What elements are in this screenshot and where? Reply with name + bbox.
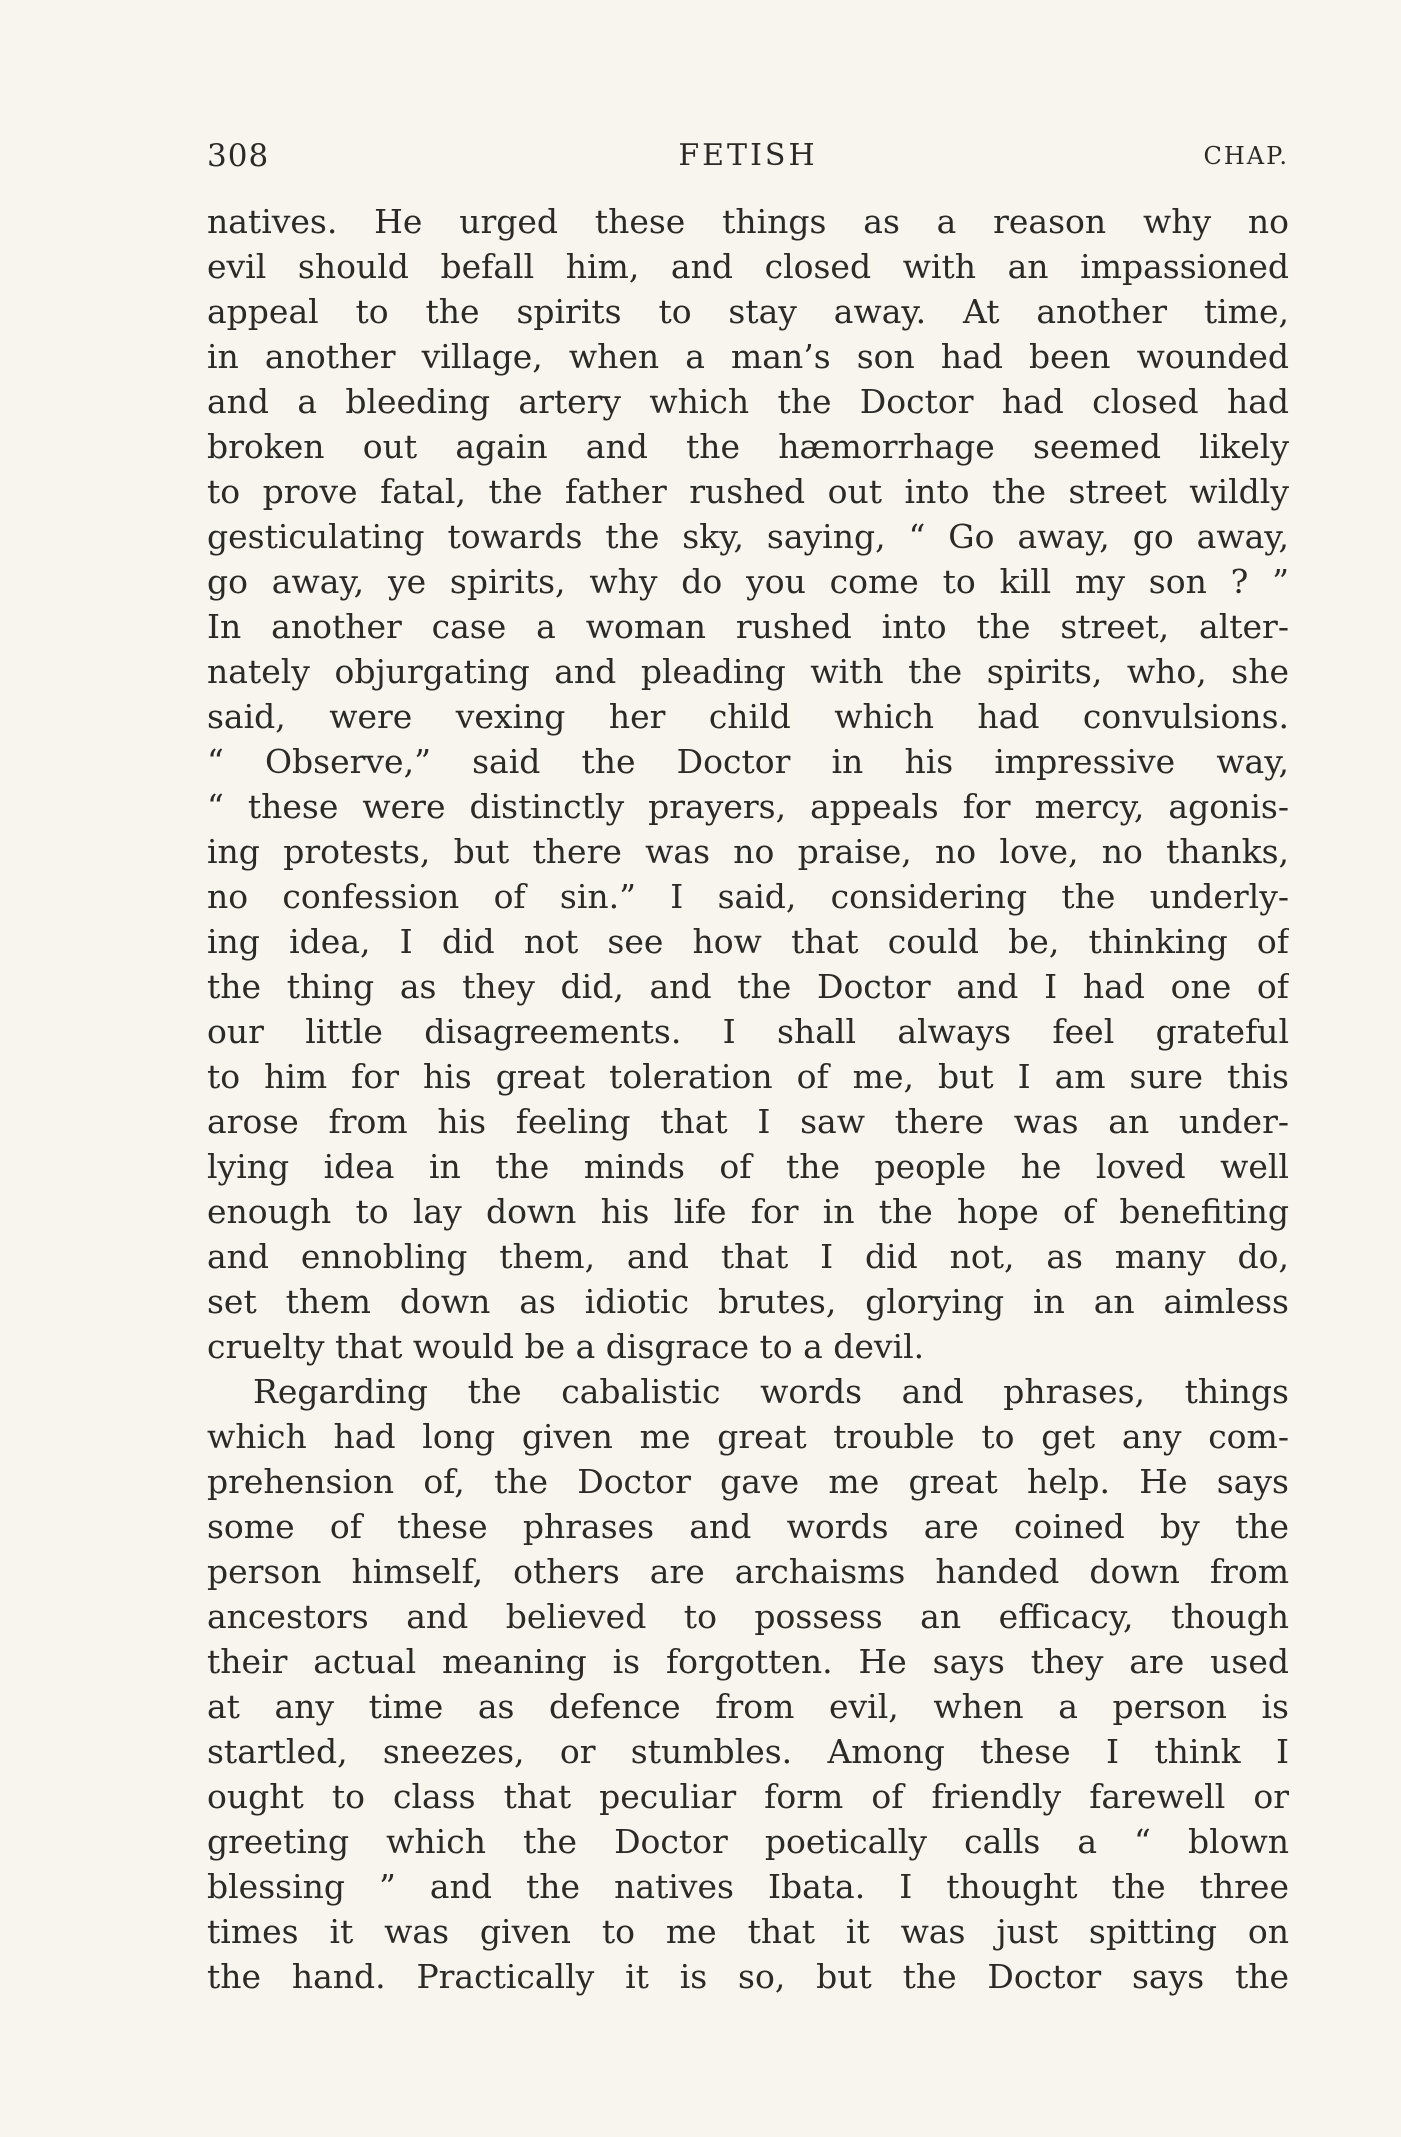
page-number: 308 [207, 138, 270, 174]
text-line: the thing as they did, and the Doctor and I had one of [207, 967, 1289, 1006]
running-title: FETISH [678, 138, 818, 173]
text-line: set them down as idiotic brutes, glorying in an aimless [207, 1282, 1289, 1321]
text-line: nately objurgating and pleading with the spirits, who, she [207, 652, 1289, 691]
text-line: their actual meaning is forgotten. He says they are used [207, 1642, 1289, 1681]
text-line: arose from his feeling that I saw there was an under- [207, 1102, 1289, 1141]
text-line: and ennobling them, and that I did not, as many do, [207, 1237, 1289, 1276]
text-line: prehension of, the Doctor gave me great help. He says [207, 1462, 1289, 1501]
text-line: gesticulating towards the sky, saying, “ Go away, go away, [207, 517, 1289, 556]
text-line: to him for his great toleration of me, but I am sure this [207, 1057, 1289, 1096]
text-line: greeting which the Doctor poetically calls a “ blown [207, 1822, 1289, 1861]
body-text [207, 199, 1289, 1999]
text-line: and a bleeding artery which the Doctor had closed had [207, 382, 1289, 421]
text-line: which had long given me great trouble to get any com- [207, 1417, 1289, 1456]
text-line: appeal to the spirits to stay away. At another time, [207, 292, 1289, 331]
text-line: blessing ” and the natives Ibata. I thought the three [207, 1867, 1289, 1906]
text-line: go away, ye spirits, why do you come to kill my son ? ” [207, 562, 1289, 601]
text-line: to prove fatal, the father rushed out into the street wildly [207, 472, 1289, 511]
text-line: said, were vexing her child which had convulsions. [207, 697, 1289, 736]
text-line: natives. He urged these things as a reason why no [207, 202, 1289, 241]
text-line: enough to lay down his life for in the hope of benefiting [207, 1192, 1289, 1231]
text-line: ing idea, I did not see how that could be, thinking of [207, 922, 1289, 961]
text-line: some of these phrases and words are coined by the [207, 1507, 1289, 1546]
text-line: evil should befall him, and closed with an impassioned [207, 247, 1289, 286]
text-line: ought to class that peculiar form of friendly farewell or [207, 1777, 1289, 1816]
text-line: person himself, others are archaisms handed down from [207, 1552, 1289, 1591]
text-line: “ Observe,” said the Doctor in his impressive way, [207, 742, 1289, 781]
text-line: in another village, when a man’s son had been wounded [207, 337, 1289, 376]
text-line: startled, sneezes, or stumbles. Among these I think I [207, 1732, 1289, 1771]
running-head [207, 138, 1289, 188]
text-line: lying idea in the minds of the people he loved well [207, 1147, 1289, 1186]
text-line: ancestors and believed to possess an efficacy, though [207, 1597, 1289, 1636]
text-line: no confession of sin.” I said, considering the underly- [207, 877, 1289, 916]
text-line: broken out again and the hæmorrhage seemed likely [207, 427, 1289, 466]
text-line: ing protests, but there was no praise, no love, no thanks, [207, 832, 1289, 871]
paragraph-start-line: Regarding the cabalistic words and phrases, things [253, 1372, 1289, 1411]
paragraph-end-line: cruelty that would be a disgrace to a devil. [207, 1327, 925, 1366]
text-line: “ these were distinctly prayers, appeals for mercy, agonis- [207, 787, 1289, 826]
text-line: In another case a woman rushed into the street, alter- [207, 607, 1289, 646]
chapter-abbreviation: CHAP. [1203, 142, 1289, 170]
text-line: the hand. Practically it is so, but the Doctor says the [207, 1957, 1289, 1996]
text-line: our little disagreements. I shall always feel grateful [207, 1012, 1289, 1051]
text-line: times it was given to me that it was just spitting on [207, 1912, 1289, 1951]
text-line: at any time as defence from evil, when a person is [207, 1687, 1289, 1726]
